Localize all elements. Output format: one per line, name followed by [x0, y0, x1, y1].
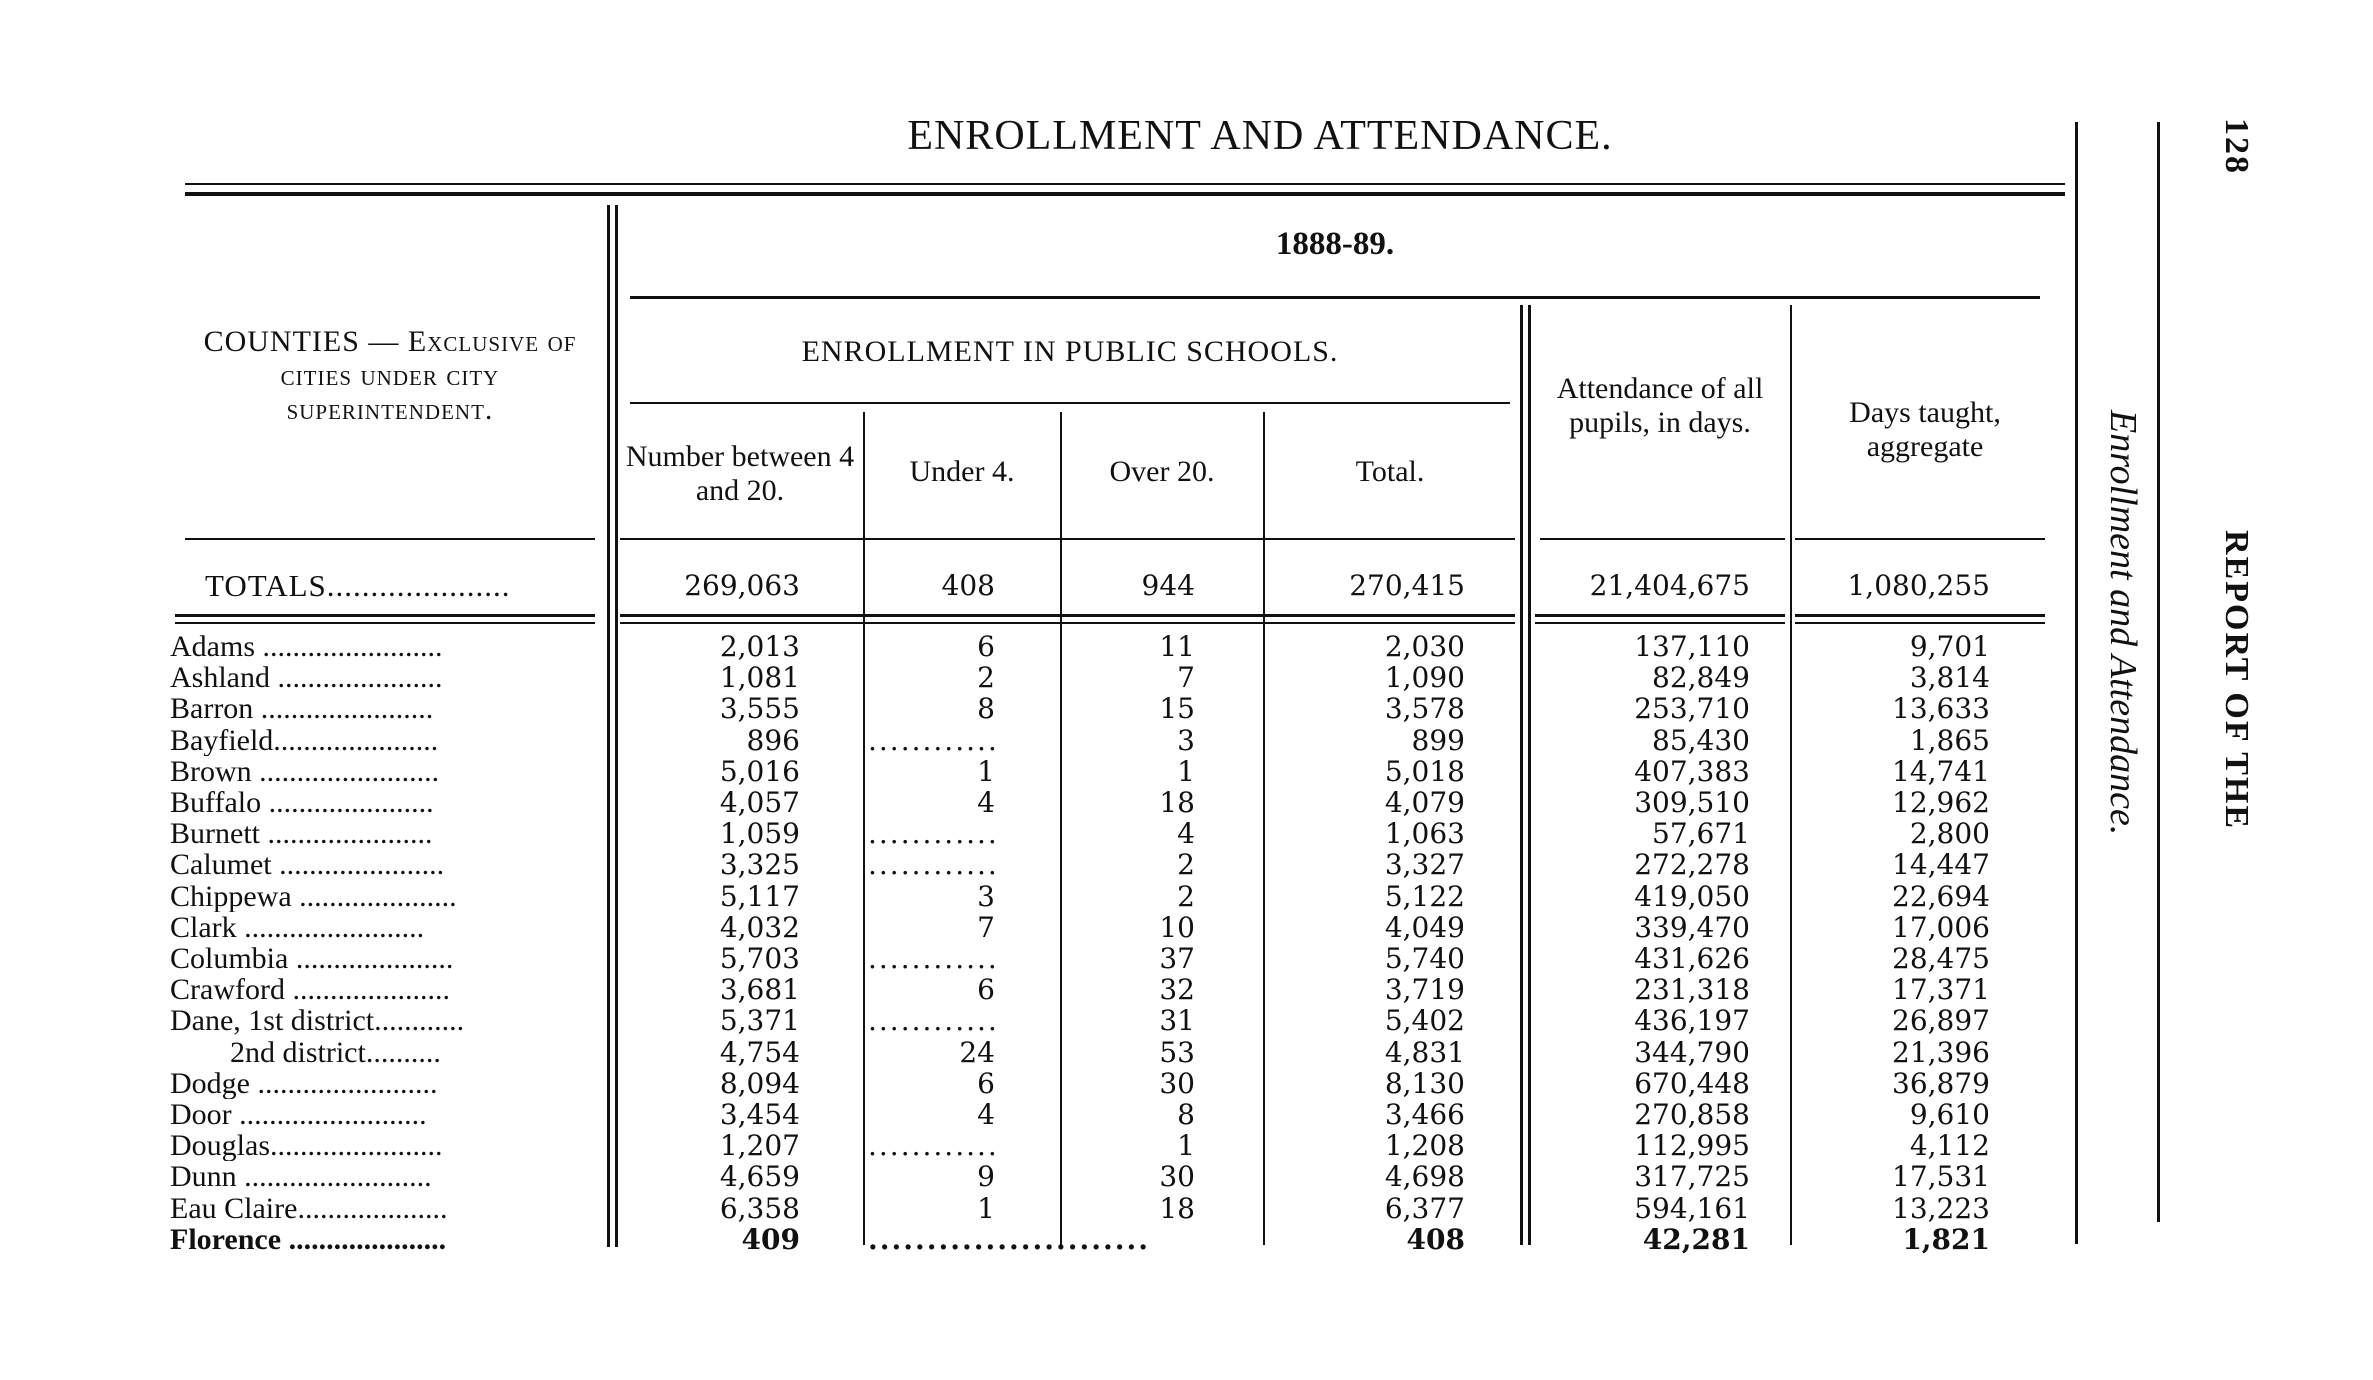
cell-between: 5,371 — [719, 1004, 800, 1038]
totals-days: 1,080,255 — [1847, 569, 1990, 602]
county-name: Clark ........................ — [170, 911, 425, 943]
cell-over20: 53 — [1159, 1035, 1195, 1069]
county-name: Ashland ...................... — [170, 662, 443, 694]
cell-attendance: 431,626 — [1634, 942, 1750, 975]
cell-total: 3,719 — [1384, 973, 1465, 1007]
cell-attendance: 85,430 — [1652, 723, 1750, 757]
cell-over20: 11 — [1159, 630, 1195, 663]
cell-under4: 3 — [977, 879, 995, 913]
cell-over20: 7 — [1177, 661, 1195, 695]
top-rule-thick — [185, 192, 2065, 196]
cell-over20: 10 — [1159, 910, 1195, 944]
cell-over20: 2 — [1177, 848, 1195, 882]
county-header — [185, 325, 595, 427]
table-row — [0, 1130, 2373, 1161]
cell-between: 4,032 — [719, 910, 800, 944]
cell-total: 2,030 — [1384, 630, 1465, 663]
cell-between: 5,117 — [719, 879, 800, 913]
cell-under4: 7 — [977, 910, 995, 944]
cell-over20: 32 — [1159, 973, 1195, 1007]
table-row — [0, 1099, 2373, 1130]
cell-under4: ............ — [868, 1005, 999, 1037]
running-head: REPORT OF THE — [2218, 530, 2255, 831]
cell-between: 1,059 — [719, 817, 800, 851]
header-rule-county — [185, 538, 595, 540]
cell-attendance: 42,281 — [1642, 1222, 1750, 1256]
county-header-text: COUNTIES — Exclusive of cities under city superintendent. — [203, 325, 577, 426]
cell-days: 26,897 — [1892, 1004, 1990, 1038]
cell-under4: 24 — [959, 1035, 995, 1069]
top-rule-thin — [185, 183, 2065, 185]
totals-between: 269,063 — [684, 569, 800, 602]
side-title: Enrollment and Attendance. — [2102, 410, 2144, 836]
year-header: 1888-89. — [1275, 226, 1395, 262]
enrollment-group-rule — [630, 402, 1510, 404]
table-row — [0, 943, 2373, 974]
totals-rule-county-b — [175, 622, 595, 624]
county-name: Brown ........................ — [170, 755, 440, 787]
table-row — [0, 787, 2373, 818]
cell-over20: 3 — [1177, 723, 1195, 757]
totals-rule-days-a — [1795, 614, 2045, 617]
cell-days: 17,006 — [1892, 910, 1990, 944]
table-row — [0, 1068, 2373, 1099]
county-name: Barron ....................... — [170, 693, 434, 725]
county-name: Crawford ..................... — [170, 974, 450, 1006]
cell-over20: 2 — [1177, 879, 1195, 913]
cell-days: 1,865 — [1909, 723, 1990, 757]
cell-days: 13,633 — [1892, 692, 1990, 726]
cell-total: 899 — [1411, 723, 1465, 757]
cell-attendance: 57,671 — [1652, 817, 1750, 851]
col-header-total: Total. — [1355, 455, 1425, 488]
cell-total: 4,698 — [1384, 1160, 1465, 1194]
cell-between: 4,754 — [719, 1035, 800, 1069]
cell-under4: 1 — [977, 1191, 995, 1225]
cell-between: 5,703 — [719, 942, 800, 975]
table-row — [0, 1037, 2373, 1068]
table-row — [0, 974, 2373, 1005]
cell-under4: 1 — [977, 754, 995, 788]
col-header-days: Days taught, aggregate — [1849, 396, 2001, 463]
cell-between: 6,358 — [719, 1191, 800, 1225]
cell-total: 4,049 — [1384, 910, 1465, 944]
cell-under4: 4 — [977, 1098, 995, 1131]
cell-over20: 18 — [1159, 786, 1195, 819]
county-name: Door ......................... — [170, 1099, 427, 1130]
cell-attendance: 670,448 — [1634, 1066, 1750, 1100]
cell-days: 1,821 — [1902, 1222, 1990, 1256]
cell-attendance: 344,790 — [1634, 1035, 1750, 1069]
county-name: Eau Claire.................... — [170, 1192, 448, 1224]
cell-between: 4,659 — [719, 1160, 800, 1194]
county-name: Burnett ...................... — [170, 818, 433, 850]
cell-under4: ............ — [868, 818, 999, 850]
cell-under4: ............ — [868, 724, 999, 756]
cell-days: 9,701 — [1909, 630, 1990, 663]
cell-total: 5,018 — [1384, 754, 1465, 788]
cell-under4: ............ — [868, 849, 999, 881]
table-row — [0, 1161, 2373, 1192]
cell-under4: 4 — [977, 786, 995, 819]
cell-total: 5,402 — [1384, 1004, 1465, 1038]
table-row — [0, 912, 2373, 943]
cell-over20: 1 — [1177, 1129, 1195, 1163]
totals-under4: 408 — [941, 569, 995, 602]
cell-under4: ............ — [868, 1130, 999, 1162]
cell-attendance: 82,849 — [1652, 661, 1750, 695]
cell-total: 4,079 — [1384, 786, 1465, 819]
cell-total: 6,377 — [1384, 1191, 1465, 1225]
cell-attendance: 317,725 — [1634, 1160, 1750, 1194]
cell-over20: 15 — [1159, 692, 1195, 726]
cell-between: 1,207 — [719, 1129, 800, 1163]
county-name: Adams ........................ — [170, 631, 443, 662]
cell-over20: 4 — [1177, 817, 1195, 851]
table-row — [0, 849, 2373, 880]
cell-total: 5,122 — [1384, 879, 1465, 913]
year-rule — [630, 296, 2040, 299]
table-row — [0, 693, 2373, 724]
cell-attendance: 253,710 — [1634, 692, 1750, 726]
cell-days: 13,223 — [1892, 1191, 1990, 1225]
cell-days: 22,694 — [1892, 879, 1990, 913]
totals-rule-days-b — [1795, 622, 2045, 624]
margin-rule-right — [2157, 122, 2160, 1222]
cell-days: 2,800 — [1909, 817, 1990, 851]
table-row — [0, 631, 2373, 662]
cell-days: 17,531 — [1892, 1160, 1990, 1194]
totals-over20: 944 — [1141, 569, 1195, 602]
cell-under4: 6 — [977, 630, 995, 663]
cell-between: 8,094 — [719, 1066, 800, 1100]
table-row — [0, 1005, 2373, 1036]
totals-total: 270,415 — [1349, 569, 1465, 602]
cell-total: 1,090 — [1384, 661, 1465, 695]
cell-days: 21,396 — [1892, 1035, 1990, 1069]
cell-total: 1,063 — [1384, 817, 1465, 851]
cell-days: 14,447 — [1892, 848, 1990, 882]
cell-attendance: 137,110 — [1634, 630, 1750, 663]
col-header-under4: Under 4. — [909, 455, 1015, 488]
cell-under4: ........................ — [868, 1223, 1150, 1255]
cell-total: 4,831 — [1384, 1035, 1465, 1069]
cell-under4: 2 — [977, 661, 995, 695]
cell-attendance: 436,197 — [1634, 1004, 1750, 1038]
totals-label — [205, 570, 600, 601]
cell-between: 1,081 — [719, 661, 800, 695]
page-heading: ENROLLMENT AND ATTENDANCE. — [907, 113, 1613, 159]
county-name: Bayfield...................... — [170, 724, 439, 756]
cell-over20: 30 — [1159, 1066, 1195, 1100]
table-row — [0, 818, 2373, 849]
cell-over20: 31 — [1159, 1004, 1195, 1038]
header-rule-att — [1540, 538, 1785, 540]
totals-attendance: 21,404,675 — [1589, 569, 1750, 602]
table-row — [0, 881, 2373, 912]
table-row — [0, 725, 2373, 756]
county-name: Buffalo ...................... — [170, 787, 434, 818]
cell-total: 408 — [1406, 1222, 1465, 1256]
cell-between: 409 — [741, 1222, 800, 1256]
cell-days: 28,475 — [1892, 942, 1990, 975]
cell-total: 5,740 — [1384, 942, 1465, 975]
totals-label-text: TOTALS..................... — [205, 568, 511, 603]
cell-days: 36,879 — [1892, 1066, 1990, 1100]
cell-over20: 18 — [1159, 1191, 1195, 1225]
cell-total: 3,578 — [1384, 692, 1465, 726]
cell-days: 14,741 — [1892, 754, 1990, 788]
cell-attendance: 309,510 — [1634, 786, 1750, 819]
table-row — [0, 1224, 2373, 1255]
cell-between: 3,454 — [719, 1098, 800, 1131]
col-header-between: Number between 4 and 20. — [625, 440, 855, 507]
cell-over20: 8 — [1177, 1098, 1195, 1131]
cell-days: 3,814 — [1909, 661, 1990, 695]
cell-attendance: 594,161 — [1634, 1191, 1750, 1225]
cell-attendance: 407,383 — [1634, 754, 1750, 788]
enrollment-group-header: ENROLLMENT IN PUBLIC SCHOOLS. — [801, 335, 1339, 368]
cell-attendance: 339,470 — [1634, 910, 1750, 944]
cell-attendance: 270,858 — [1634, 1098, 1750, 1131]
totals-rule-county-a — [175, 614, 595, 617]
cell-between: 3,325 — [719, 848, 800, 882]
totals-rule-enroll-b — [620, 622, 1515, 624]
county-name: 2nd district.......... — [170, 1036, 441, 1068]
county-name: Columbia ..................... — [170, 943, 454, 974]
header-rule-enroll — [620, 538, 1515, 540]
cell-under4: 6 — [977, 1066, 995, 1100]
cell-days: 17,371 — [1892, 973, 1990, 1007]
county-name: Dodge ........................ — [170, 1067, 438, 1099]
cell-total: 3,327 — [1384, 848, 1465, 882]
table-row — [0, 756, 2373, 787]
page-number: 128 — [2218, 118, 2255, 175]
cell-between: 2,013 — [719, 630, 800, 663]
cell-between: 5,016 — [719, 754, 800, 788]
cell-under4: 6 — [977, 973, 995, 1007]
cell-between: 896 — [746, 723, 800, 757]
cell-over20: 30 — [1159, 1160, 1195, 1194]
cell-under4: 8 — [977, 692, 995, 726]
col-header-over20: Over 20. — [1109, 455, 1215, 488]
cell-total: 8,130 — [1384, 1066, 1465, 1100]
margin-rule-left — [2075, 122, 2078, 1244]
county-name: Florence ..................... — [170, 1223, 447, 1255]
cell-days: 9,610 — [1909, 1098, 1990, 1131]
col-header-attendance: Attendance of all pupils, in days. — [1556, 372, 1764, 439]
cell-under4: 9 — [977, 1160, 995, 1194]
header-rule-days — [1795, 538, 2045, 540]
cell-attendance: 419,050 — [1634, 879, 1750, 913]
cell-days: 12,962 — [1892, 786, 1990, 819]
totals-rule-att-b — [1535, 622, 1785, 624]
county-name: Calumet ...................... — [170, 849, 445, 881]
cell-over20: 1 — [1177, 754, 1195, 788]
cell-between: 4,057 — [719, 786, 800, 819]
county-name: Chippewa ..................... — [170, 880, 457, 912]
cell-between: 3,681 — [719, 973, 800, 1007]
cell-over20: 37 — [1159, 942, 1195, 975]
cell-attendance: 231,318 — [1634, 973, 1750, 1007]
county-name: Dunn ......................... — [170, 1161, 432, 1193]
cell-between: 3,555 — [719, 692, 800, 726]
table-row — [0, 662, 2373, 693]
county-name: Douglas....................... — [170, 1130, 443, 1162]
county-name: Dane, 1st district............ — [170, 1005, 465, 1037]
totals-rule-att-a — [1535, 614, 1785, 617]
cell-total: 3,466 — [1384, 1098, 1465, 1131]
cell-attendance: 112,995 — [1634, 1129, 1750, 1163]
table-row — [0, 1193, 2373, 1224]
totals-rule-enroll-a — [620, 614, 1515, 617]
cell-total: 1,208 — [1384, 1129, 1465, 1163]
cell-attendance: 272,278 — [1634, 848, 1750, 882]
cell-under4: ............ — [868, 943, 999, 974]
cell-days: 4,112 — [1909, 1129, 1990, 1163]
